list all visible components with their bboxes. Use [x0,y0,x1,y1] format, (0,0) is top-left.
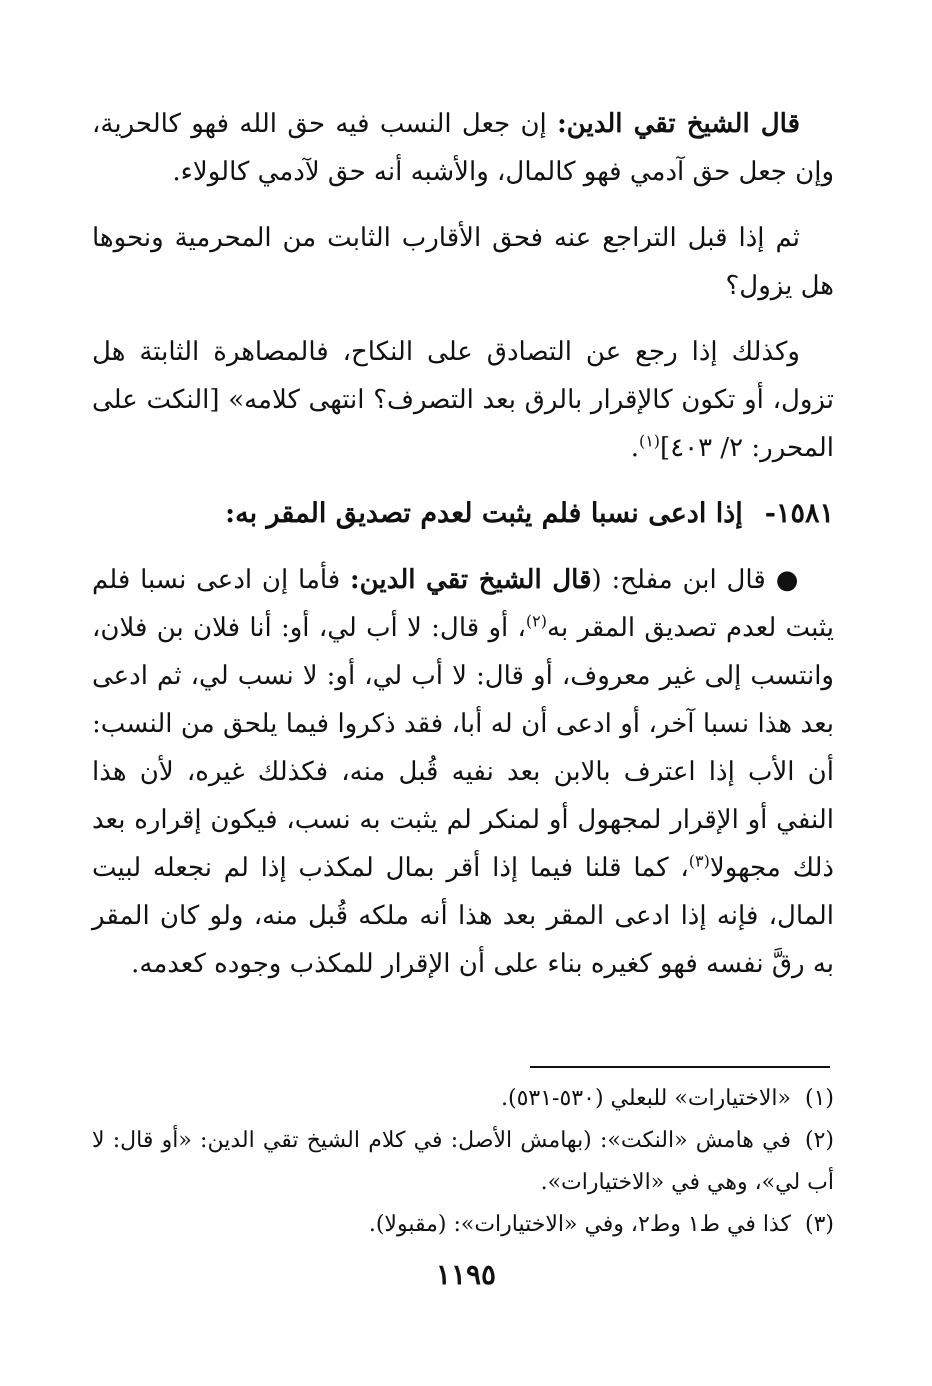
speaker-name: قال الشيخ تقي الدين: [557,109,800,139]
footnote-number: (١) [804,1086,834,1111]
speaker-name: قال الشيخ تقي الدين: [350,565,592,595]
page-number: ١١٩٥ [435,1258,497,1291]
footnote-text: «الاختيارات» للبعلي (٥٣٠-٥٣١). [501,1086,791,1111]
paragraph-text: ، كما قلنا فيما إذا أقر بمال لمكذب إذا لم نجعله لبيت المال، فإنه إذا ادعى المقر بعد هذا أنه ملكه قُبل منه، ولو كان المقر به رقَّ نفسه فهو كغيره بناء على أن الإقرار للمكذب وجوده كعدمه. [92,853,834,979]
paragraph-text: وكذلك إذا رجع عن التصادق على النكاح، فالمصاهرة الثابتة هل تزول، أو تكون كالإقرار بالرق بعد التصرف؟ انتهى كلامه» [النكت على المحرر: ٢/ ٤٠٣] [92,337,834,463]
section-title: إذا ادعى نسبا فلم يثبت لعدم تصديق المقر به: [225,498,743,529]
paragraph-text: إن جعل النسب فيه حق الله فهو كالحرية، وإن جعل حق آدمي فهو كالمال، والأشبه أنه حق لآدمي كالولاء. [92,109,834,187]
footnote-ref-1[interactable]: (١) [638,431,661,451]
paragraph-end: . [630,433,639,463]
footnotes [92,1078,834,1246]
paragraph-text: فأما إن ادعى نسبا فلم يثبت لعدم تصديق المقر به [92,565,834,643]
footnote-number: (٣) [804,1212,834,1237]
paragraph-text: ، أو قال: لا أب لي، أو: أنا فلان بن فلان، وانتسب إلى غير معروف، أو قال: لا أب لي، أو: لا نسب لي، ثم ادعى بعد هذا نسبا آخر، أو ادعى أن له أبا، فقد ذكروا فيما يلحق من النسب: أن الأب إذا اعترف بالابن بعد نفيه قُبل منه، فكذلك غيره، لأن هذا النفي أو الإقرار لمجهول أو لمنكر لم يثبت به نسب، فيكون إقراره بعد ذلك مجهولا [92,613,834,883]
page-body [92,100,834,1006]
footnote-text: كذا في ط١ وط٢، وفي «الاختيارات»: (مقبولا). [368,1212,791,1237]
bullet-icon: ● [775,565,800,595]
paragraph-text: ثم إذا قبل التراجع عنه فحق الأقارب الثابت من المحرمية ونحوها هل يزول؟ [92,223,834,301]
paragraph-1 [92,100,834,196]
footnote-1 [92,1078,834,1120]
footnote-divider [530,1066,830,1068]
paragraph-2 [92,214,834,310]
footnote-3 [92,1204,834,1246]
paragraph-3 [92,328,834,472]
footnote-2 [92,1120,834,1204]
footnote-ref-2[interactable]: (٢) [525,611,547,631]
footnote-ref-3[interactable]: (٣) [688,851,710,871]
section-number: ١٥٨١- [764,498,834,529]
paragraph-text: قال ابن مفلح: ( [591,565,766,595]
paragraph-main [92,556,834,988]
footnote-text: في هامش «النكت»: (بهامش الأصل: في كلام الشيخ تقي الدين: «أو قال: لا أب لي»، وهي في «الاختيارات». [92,1128,834,1195]
footnote-number: (٢) [804,1128,834,1153]
section-heading [92,490,834,538]
